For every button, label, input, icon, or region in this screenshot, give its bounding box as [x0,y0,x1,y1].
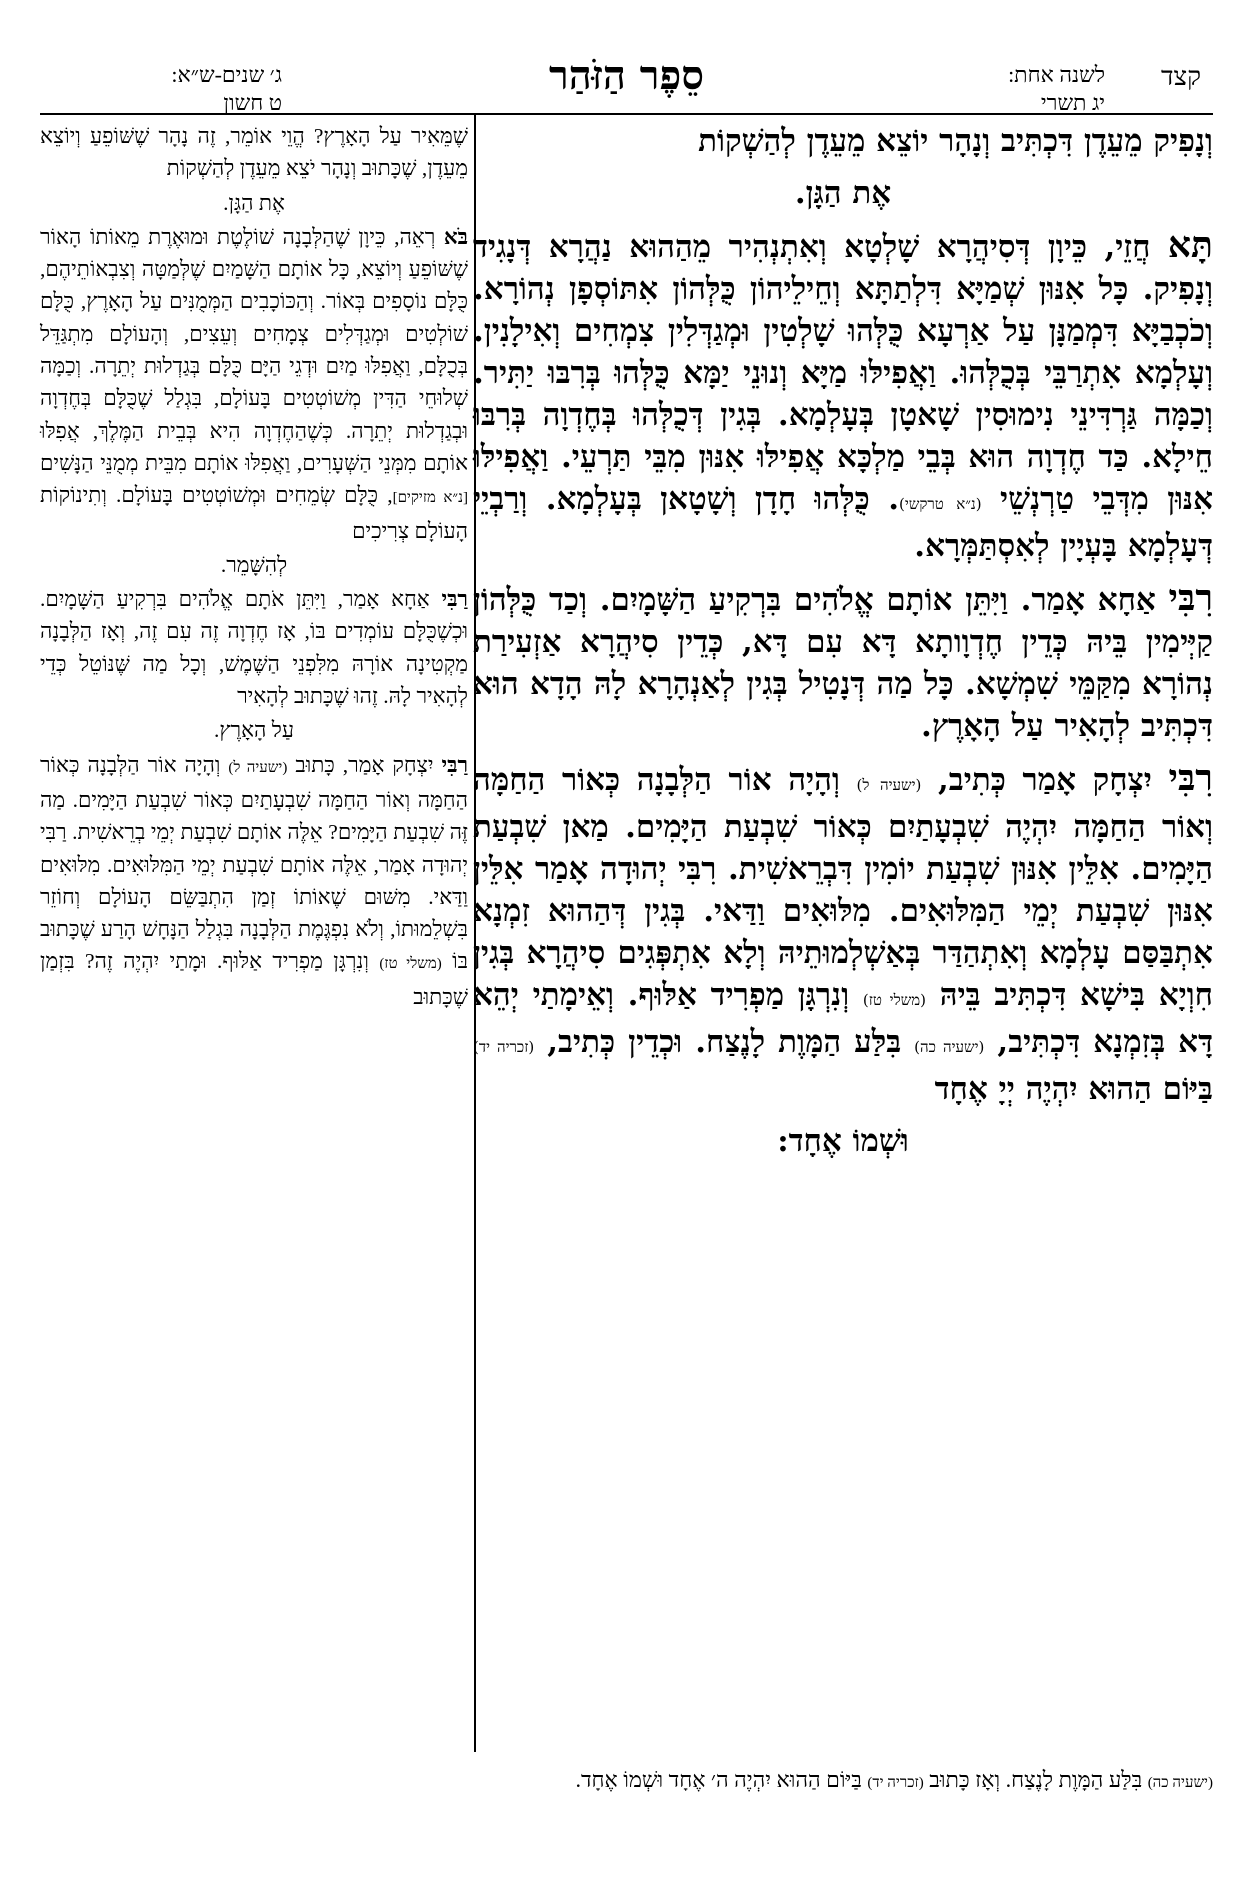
main-paragraph-1: וְנָפִיק מֵעֵדֶן דִּכְתִּיב וְנָהָר יוֹצֵא מֵעֵדֶן לְהַשְׁקוֹת [698,123,1213,159]
drop-word: רִבִּי [1168,757,1213,799]
variant-note: (נ״א טרקשי) [899,495,982,513]
drop-word: תָּא [1167,224,1213,266]
reading-schedule-one-year: לשנה אחת: [1008,62,1105,87]
drop-word: בֹּא [443,224,468,249]
side-paragraph-2-end: לְהִשָּׁמֵר. [220,552,288,577]
verse-reference: (זכריה יד) [473,1038,535,1056]
verse-reference: (ישעיה ל) [856,776,922,794]
drop-word: רַבִּי [441,587,468,612]
side-paragraph-4: רַבִּי יִצְחָק אָמַר, כָּתוּב (ישעיה ל) וְהָיָה אוֹר הַלְּבָנָה כְּאוֹר הַחַמָּה וְאוֹר הַחַמָּה שִׁבְעָתַיִם כְּאוֹר שִׁבְעַת הַיָּמִים. מַה זֶּה שִׁבְעַת הַיָּמִים? אֵלֶּה אוֹתָם שִׁבְעַת יְמֵי בְרֵאשִׁית. רַבִּי יְהוּדָה אָמַר, אֵלֶּה אוֹתָם שִׁבְעַת יְמֵי הַמִּלּוּאִים. מִלּוּאִים וַדַּאי. מִשּׁוּם שֶׁאוֹתוֹ זְמַן הִתְבַּשֵּׂם הָעוֹלָם וְחוֹזֵר בִּשְׁלֵמוּתוֹ, וְלֹא נִפְגֶּמֶת הַלְּבָנָה בִּגְלַל הַנָּחָשׁ הָרַע שֶׁכָּתוּב בּוֹ (משלי טז) וְנִרְגָּן מַפְרִיד אַלּוּף. וּמָתַי יִהְיֶה זֶה? בִּזְמַן שֶׁכָּתוּב [40,752,469,1009]
bottom-continuation: (ישעיה כה) בִּלַּע הַמָּוֶת לָנֶצַח. וְאָז כָּתוּב (זכריה יד) בַּיּוֹם הַהוּא יִהְיֶה ה׳ אֶחָד וּשְׁמוֹ אֶחָד. [575,1767,1213,1792]
main-paragraph-2: תָּא חֲזֵי, כֵּיוָן דְּסִיהֲרָא שָׁלְטָא וְאִתְנְהִיר מֵהַהוּא נַהֲרָא דְּנָגִיד וְנָפִיק. כָּל אִנּוּן שְׁמַיָּא דִּלְתַתָּא וְחֵילֵיהוֹן כֻּלְּהוֹן אִתּוֹסְפָן נְהוֹרָא. וְכֹכְבַיָּא דִּמְמַנָּן עַל אַרְעָא כֻּלְּהוּ שָׁלְטִין וּמְגַדְּלִין צִמְחִים וְאִילָנִין. וְעָלְמָא אִתְרַבֵּי בְּכֻלְּהוּ. וַאֲפִילּוּ מַיָּא וְנוּנֵי יַמָּא כֻּלְּהוּ בְּרִבּוּ יַתִּיר. וְכַמָּה גַּרְדִּינֵי נִימוּסִין שָׁאטָן בְּעָלְמָא. בְּגִין דְּכֻלְּהוּ בְּחֶדְוָה בְּרִבּוּ חֵילָא. כַּד חֶדְוָה הוּא בְּבֵי מַלְכָּא אֲפִילּוּ אִנּוּן מִבֵּי תַּרְעֵי. וַאֲפִילּוּ אִנּוּן מִדְּבֵי טַרְנְשֵׁי (נ״א טרקשי). כֻּלְּהוּ חָדָן וְשָׁטָאן בְּעָלְמָא. וְרַבְיֵי דְּעָלְמָא בָּעְיָין לְאִסְתַּמְּרָא. [473,224,1214,564]
drop-word: רִבִּי [1168,577,1214,619]
verse-reference: (משלי טז) [862,991,926,1009]
header-left [42,58,282,114]
drop-word: רַבִּי [441,752,469,777]
reading-date-one-year: יג תשרי [1040,90,1105,115]
side-label: קצד [1160,62,1201,91]
main-paragraph-3: רִבִּי אַחָא אָמַר. וַיִּתֵּן אוֹתָם אֱלֹהִים בִּרְקִיעַ הַשָּׁמָיִם. וְכַד כֻּלְּהוֹן קַיְּימִין בֵּיהּ כְּדֵין חֶדְוָותָא דָּא עִם דָּא, כְּדֵין סִיהֲרָא אַזְעִירַת נְהוֹרָא מִקַּמֵּי שִׁמְשָׁא. כָּל מַה דְּנָטִיל בְּגִין לְאַנְהָרָא לָהּ הָדָא הוּא דִּכְתִּיב לְהָאִיר עַל הָאָרֶץ. [473,577,1214,744]
side-paragraph-1-end: אֶת הַגָּן. [223,190,285,215]
side-paragraph-3: רַבִּי אַחָא אָמַר, וַיִּתֵּן אֹתָם אֱלֹהִים בִּרְקִיעַ הַשָּׁמָיִם. וּכְשֶׁכֻּלָּם עוֹמְדִים בּוֹ, אָז חֶדְוָה זֶה עִם זֶה, וְאָז הַלְּבָנָה מַקְטִינָה אוֹרָהּ מִלִּפְנֵי הַשֶּׁמֶשׁ, וְכָל מַה שֶּׁנּוֹטֵל כְּדֵי לְהָאִיר לָהּ. זֶהוּ שֶׁכָּתוּב לְהָאִיר [40,587,468,709]
side-paragraph-3-end: עַל הָאָרֶץ. [213,718,294,743]
main-paragraph-4-end: וּשְׁמוֹ אֶחָד: [777,1123,909,1159]
verse-reference: (זכריה יד) [867,1775,924,1791]
main-paragraph-4: רִבִּי יִצְחָק אָמַר כְּתִיב, (ישעיה ל) וְהָיָה אוֹר הַלְּבָנָה כְּאוֹר הַחַמָּה וְאוֹר הַחַמָּה יִהְיֶה שִׁבְעָתַיִם כְּאוֹר שִׁבְעַת הַיָּמִים. מַאן שִׁבְעַת הַיָּמִים. אִלֵּין אִנּוּן שִׁבְעַת יוֹמִין דִּבְרֵאשִׁית. רִבִּי יְהוּדָה אָמַר אִלֵּין אִנּוּן שִׁבְעַת יְמֵי הַמִּלּוּאִים. מִלּוּאִים וַדַּאי. בְּגִין דְּהַהוּא זִמְנָא אִתְבַּסַּם עָלְמָא וְאִתְהַדַּר בְּאַשְׁלְמוּתֵיהּ וְלָא אִתְפְּגִים סִיהֲרָא בְּגִין חִוְיָא בִּישָׁא דִּכְתִּיב בֵּיהּ (משלי טז) וְנִרְגָּן מַפְרִיד אַלּוּף. וְאֵימָתַי יְהֵא דָּא בְּזִמְנָא דִּכְתִּיב, (ישעיה כה) בִּלַּע הַמָּוֶת לָנֶצַח. וּכְדֵין כְּתִיב, (זכריה יד) בַּיּוֹם הַהוּא יִהְיֶה יְיָ אֶחָד [473,757,1214,1107]
side-paragraph-1: שֶׁמֵּאִיר עַל הָאָרֶץ? הֱוֵי אוֹמֵר, זֶה נָהָר שֶׁשּׁוֹפֵעַ וְיוֹצֵא מֵעֵדֶן, שֶׁכָּתוּב וְנָהָר יֹצֵא מֵעֵדֶן לְהַשְׁקוֹת [40,124,468,181]
aramaic-column [473,120,1213,1760]
verse-reference: (משלי טז) [379,956,442,973]
main-paragraph-1-end: אֶת הַגָּן. [794,175,892,211]
reading-date-three-year: ט חשון [223,90,282,115]
header-divider [40,113,1213,115]
reading-schedule-three-year: ג׳ שנים-ש״א: [171,62,282,87]
verse-reference: (ישעיה כה) [1147,1775,1213,1791]
side-paragraph-2: בֹּא רְאֵה, כֵּיוָן שֶׁהַלְּבָנָה שׁוֹלֶטֶת וּמוּאֶרֶת מֵאוֹתוֹ הָאוֹר שֶׁשּׁוֹפֵעַ וְיוֹצֵא, כָּל אוֹתָם הַשָּׁמַיִם שֶׁלְּמַטָּה וְצִבְאוֹתֵיהֶם, כֻּלָּם נוֹסָפִים בְּאוֹר. וְהַכּוֹכָבִים הַמְּמֻנִּים עַל הָאָרֶץ, כֻּלָּם שׁוֹלְטִים וּמְגַדְּלִים צְמָחִים וְעֵצִים, וְהָעוֹלָם מִתְגַּדֵּל בְּכֻלָּם, וַאֲפִלּוּ מַיִם וּדְגֵי הַיָּם כֻּלָּם בְּגַדְלוּת יְתֵרָה. וְכַמָּה שְׁלוּחֵי הַדִּין מְשׁוֹטְטִים בָּעוֹלָם, בִּגְלַל שֶׁכֻּלָּם בְּחֶדְוָה וּבְגַדְלוּת יְתֵרָה. כְּשֶׁהַחֶדְוָה הִיא בְּבֵית הַמֶּלֶךְ, אֲפִלּוּ אוֹתָם מִמְּנֵי הַשְּׁעָרִים, וַאֲפִלּוּ אוֹתָם מִבֵּית מְמֻנֵּי הַנָּשִׁים [נ״א מזיקים], כֻּלָּם שְׂמֵחִים וּמְשׁוֹטְטִים בָּעוֹלָם. וְתִינוֹקוֹת הָעוֹלָם צְרִיכִים [40,224,468,543]
verse-reference: (ישעיה כה) [914,1038,985,1056]
hebrew-translation-column [40,120,468,1760]
page-title: סֵפֶר הַזֹּהַר [549,52,704,99]
variant-note: [נ״א מזיקים] [392,490,468,507]
verse-reference: (ישעיה ל) [228,759,288,776]
